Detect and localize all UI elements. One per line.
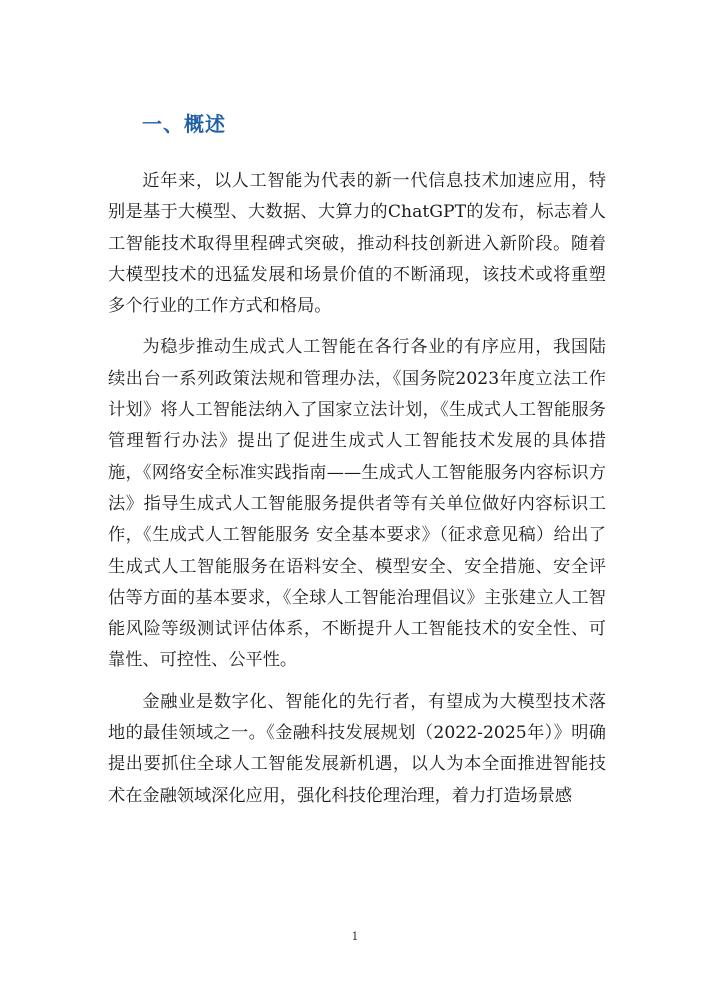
body-text — [108, 166, 606, 822]
paragraph-policy: 为稳步推动生成式人工智能在各行各业的有序应用，我国陆续出台一系列政策法规和管理办法，《国务院2023年度立法工作计划》将人工智能法纳入了国家立法计划，《生成式人工智能服务管理暂行办法》提出了促进生成式人工智能技术发展的具体措施，《网络安全标准实践指南——生成式人工智能服务内容标识方法》指导生成式人工智能服务提供者等有关单位做好内容标识工作，《生成式人工智能服务 安全基本要求》（征求意见稿）给出了生成式人工智能服务在语料安全、模型安全、安全措施、安全评估等方面的基本要求，《全球人工智能治理倡议》主张建立人工智能风险等级测试评估体系，不断提升人工智能技术的安全性、可靠性、可控性、公平性。 — [108, 337, 606, 671]
paragraph-intro: 近年来，以人工智能为代表的新一代信息技术加速应用，特别是基于大模型、大数据、大算力的ChatGPT的发布，标志着人工智能技术取得里程碑式突破，推动科技创新进入新阶段。随着大模型技术的迅猛发展和场景价值的不断涌现，该技术或将重塑多个行业的工作方式和格局。 — [108, 171, 606, 317]
page-number: 1 — [351, 930, 359, 943]
paragraph-finance: 金融业是数字化、智能化的先行者，有望成为大模型技术落地的最佳领域之一。《金融科技发展规划（2022-2025年）》明确提出要抓住全球人工智能发展新机遇，以人为本全面推进智能技术在金融领域深化应用，强化科技伦理治理，着力打造场景感 — [108, 691, 606, 806]
section-heading: 一、概述 — [142, 112, 226, 136]
